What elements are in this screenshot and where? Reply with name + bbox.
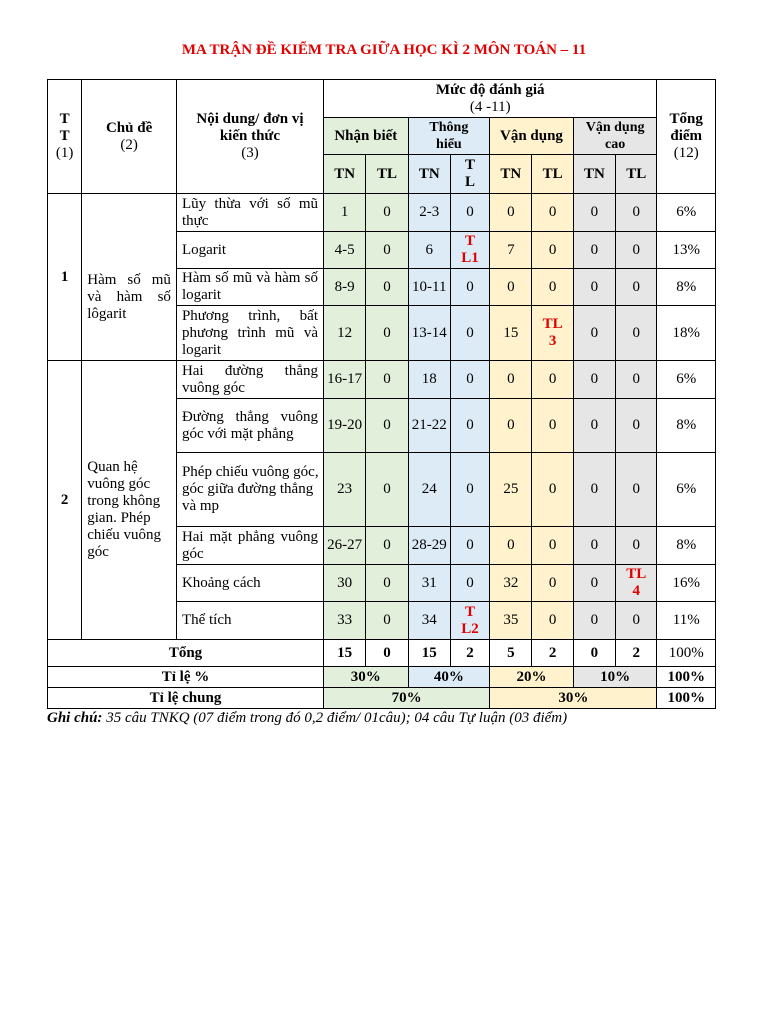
level-cell: 0 — [573, 453, 615, 527]
sub-tn: TN — [324, 155, 366, 194]
tile-chung-total: 100% — [657, 688, 716, 709]
tong-cell: 2 — [450, 640, 489, 667]
level-cell: 0 — [616, 453, 657, 527]
row-total: 16% — [657, 565, 716, 602]
content-cell: Hai mặt phẳng vuông góc — [176, 527, 323, 565]
row-total: 6% — [657, 361, 716, 399]
level-cell: 15 — [490, 306, 532, 361]
row-total: 13% — [657, 232, 716, 269]
topic-number: 1 — [48, 194, 82, 361]
level-cell: 0 — [532, 269, 573, 306]
header-van-dung: Vận dụng — [490, 118, 574, 155]
level-cell: TL 3 — [532, 306, 573, 361]
level-cell: 25 — [490, 453, 532, 527]
content-cell: Phương trình, bất phương trình mũ và logarit — [176, 306, 323, 361]
level-cell: 0 — [450, 565, 489, 602]
footnote-text: 35 câu TNKQ (07 điểm trong đó 0,2 điểm/ 01câu); 04 câu Tự luận (03 điểm) — [102, 710, 568, 726]
level-cell: 0 — [366, 565, 408, 602]
level-cell: 33 — [324, 602, 366, 640]
footnote — [47, 710, 567, 727]
level-cell: 0 — [366, 399, 408, 453]
level-cell: 0 — [616, 602, 657, 640]
level-cell: 32 — [490, 565, 532, 602]
tong-label: Tổng — [48, 640, 324, 667]
level-cell: 0 — [532, 399, 573, 453]
row-total: 6% — [657, 194, 716, 232]
row-total: 8% — [657, 269, 716, 306]
level-cell: 0 — [532, 565, 573, 602]
level-cell: 26-27 — [324, 527, 366, 565]
level-cell: 0 — [366, 453, 408, 527]
content-cell: Hai đường thẳng vuông góc — [176, 361, 323, 399]
level-cell: 35 — [490, 602, 532, 640]
tile-label: Tỉ lệ % — [48, 667, 324, 688]
level-cell: 0 — [573, 399, 615, 453]
tong-cell: 0 — [366, 640, 408, 667]
sub-tn: TN — [573, 155, 615, 194]
content-cell: Logarit — [176, 232, 323, 269]
level-cell: 18 — [408, 361, 450, 399]
level-cell: 0 — [366, 306, 408, 361]
level-cell: 0 — [366, 194, 408, 232]
tong-cell: 2 — [616, 640, 657, 667]
topic-name: Quan hệ vuông góc trong không gian. Phép chiếu vuông góc — [82, 361, 177, 640]
level-cell: 0 — [573, 232, 615, 269]
level-cell: 0 — [616, 232, 657, 269]
level-cell: T L2 — [450, 602, 489, 640]
header-tong-diem: Tổng điểm (12) — [657, 80, 716, 194]
header-noi-dung: Nội dung/ đơn vị kiến thức (3) — [176, 80, 323, 194]
tong-cell: 0 — [573, 640, 615, 667]
tong-cell: 5 — [490, 640, 532, 667]
level-cell: 0 — [573, 194, 615, 232]
sub-tl: TL — [366, 155, 408, 194]
header-muc-do: Mức độ đánh giá (4 -11) — [324, 80, 657, 118]
level-cell: 0 — [532, 194, 573, 232]
level-cell: 0 — [450, 399, 489, 453]
row-total: 8% — [657, 399, 716, 453]
level-cell: 7 — [490, 232, 532, 269]
level-cell: T L1 — [450, 232, 489, 269]
level-cell: 16-17 — [324, 361, 366, 399]
level-cell: 4-5 — [324, 232, 366, 269]
tile-cell: 40% — [408, 667, 490, 688]
level-cell: 0 — [490, 399, 532, 453]
header-tt: T T (1) — [48, 80, 82, 194]
level-cell: 0 — [366, 269, 408, 306]
level-cell: 0 — [450, 527, 489, 565]
level-cell: 2-3 — [408, 194, 450, 232]
level-cell: 0 — [366, 527, 408, 565]
level-cell: 0 — [450, 306, 489, 361]
tile-cell: 20% — [490, 667, 574, 688]
page-title: MA TRẬN ĐỀ KIỂM TRA GIỮA HỌC KÌ 2 MÔN TOÁN – 11 — [181, 42, 587, 58]
tong-cell: 15 — [324, 640, 366, 667]
tong-cell: 15 — [408, 640, 450, 667]
level-cell: 0 — [573, 565, 615, 602]
level-cell: 31 — [408, 565, 450, 602]
tile-total: 100% — [657, 667, 716, 688]
level-cell: 0 — [450, 361, 489, 399]
content-cell: Khoảng cách — [176, 565, 323, 602]
level-cell: 0 — [490, 269, 532, 306]
level-cell: 19-20 — [324, 399, 366, 453]
sub-tl: T L — [450, 155, 489, 194]
tile-chung-cell: 30% — [490, 688, 657, 709]
row-total: 11% — [657, 602, 716, 640]
footnote-label: Ghi chú: — [47, 710, 103, 726]
level-cell: 0 — [532, 453, 573, 527]
tile-chung-cell: 70% — [324, 688, 490, 709]
topic-name: Hàm số mũ và hàm số lôgarit — [82, 194, 177, 361]
level-cell: 0 — [573, 361, 615, 399]
content-cell: Thể tích — [176, 602, 323, 640]
level-cell: 23 — [324, 453, 366, 527]
content-cell: Phép chiếu vuông góc, góc giữa đường thẳng và mp — [176, 453, 323, 527]
level-cell: 0 — [532, 361, 573, 399]
tile-cell: 30% — [324, 667, 409, 688]
level-cell: 0 — [366, 602, 408, 640]
level-cell: 0 — [616, 306, 657, 361]
sub-tl: TL — [616, 155, 657, 194]
level-cell: 0 — [616, 361, 657, 399]
level-cell: 0 — [616, 194, 657, 232]
assessment-matrix-table — [47, 79, 716, 709]
level-cell: 0 — [490, 527, 532, 565]
level-cell: 13-14 — [408, 306, 450, 361]
sub-tn: TN — [408, 155, 450, 194]
content-cell: Lũy thừa với số mũ thực — [176, 194, 323, 232]
tile-cell: 10% — [573, 667, 657, 688]
level-cell: 0 — [573, 269, 615, 306]
header-nhan-biet: Nhận biết — [324, 118, 409, 155]
level-cell: 0 — [532, 602, 573, 640]
level-cell: 28-29 — [408, 527, 450, 565]
level-cell: 0 — [490, 194, 532, 232]
matrix-row — [48, 361, 716, 399]
level-cell: 34 — [408, 602, 450, 640]
level-cell: 0 — [450, 194, 489, 232]
level-cell: 0 — [366, 361, 408, 399]
tong-total: 100% — [657, 640, 716, 667]
level-cell: 1 — [324, 194, 366, 232]
level-cell: 0 — [366, 232, 408, 269]
level-cell: TL 4 — [616, 565, 657, 602]
content-cell: Hàm số mũ và hàm số logarit — [176, 269, 323, 306]
header-chu-de: Chủ đề (2) — [82, 80, 177, 194]
level-cell: 0 — [616, 527, 657, 565]
row-total: 6% — [657, 453, 716, 527]
level-cell: 0 — [616, 269, 657, 306]
level-cell: 0 — [532, 527, 573, 565]
header-thong-hieu: Thông hiểu — [408, 118, 490, 155]
level-cell: 0 — [450, 453, 489, 527]
level-cell: 12 — [324, 306, 366, 361]
level-cell: 6 — [408, 232, 450, 269]
level-cell: 24 — [408, 453, 450, 527]
level-cell: 0 — [573, 527, 615, 565]
topic-number: 2 — [48, 361, 82, 640]
level-cell: 0 — [616, 399, 657, 453]
tile-chung-label: Tỉ lệ chung — [48, 688, 324, 709]
level-cell: 30 — [324, 565, 366, 602]
tong-cell: 2 — [532, 640, 573, 667]
level-cell: 21-22 — [408, 399, 450, 453]
content-cell: Đường thẳng vuông góc với mặt phẳng — [176, 399, 323, 453]
level-cell: 0 — [532, 232, 573, 269]
level-cell: 8-9 — [324, 269, 366, 306]
row-total: 18% — [657, 306, 716, 361]
row-total: 8% — [657, 527, 716, 565]
level-cell: 0 — [450, 269, 489, 306]
sub-tn: TN — [490, 155, 532, 194]
matrix-row — [48, 194, 716, 232]
sub-tl: TL — [532, 155, 573, 194]
level-cell: 10-11 — [408, 269, 450, 306]
header-van-dung-cao: Vận dụng cao — [573, 118, 657, 155]
level-cell: 0 — [490, 361, 532, 399]
level-cell: 0 — [573, 306, 615, 361]
level-cell: 0 — [573, 602, 615, 640]
